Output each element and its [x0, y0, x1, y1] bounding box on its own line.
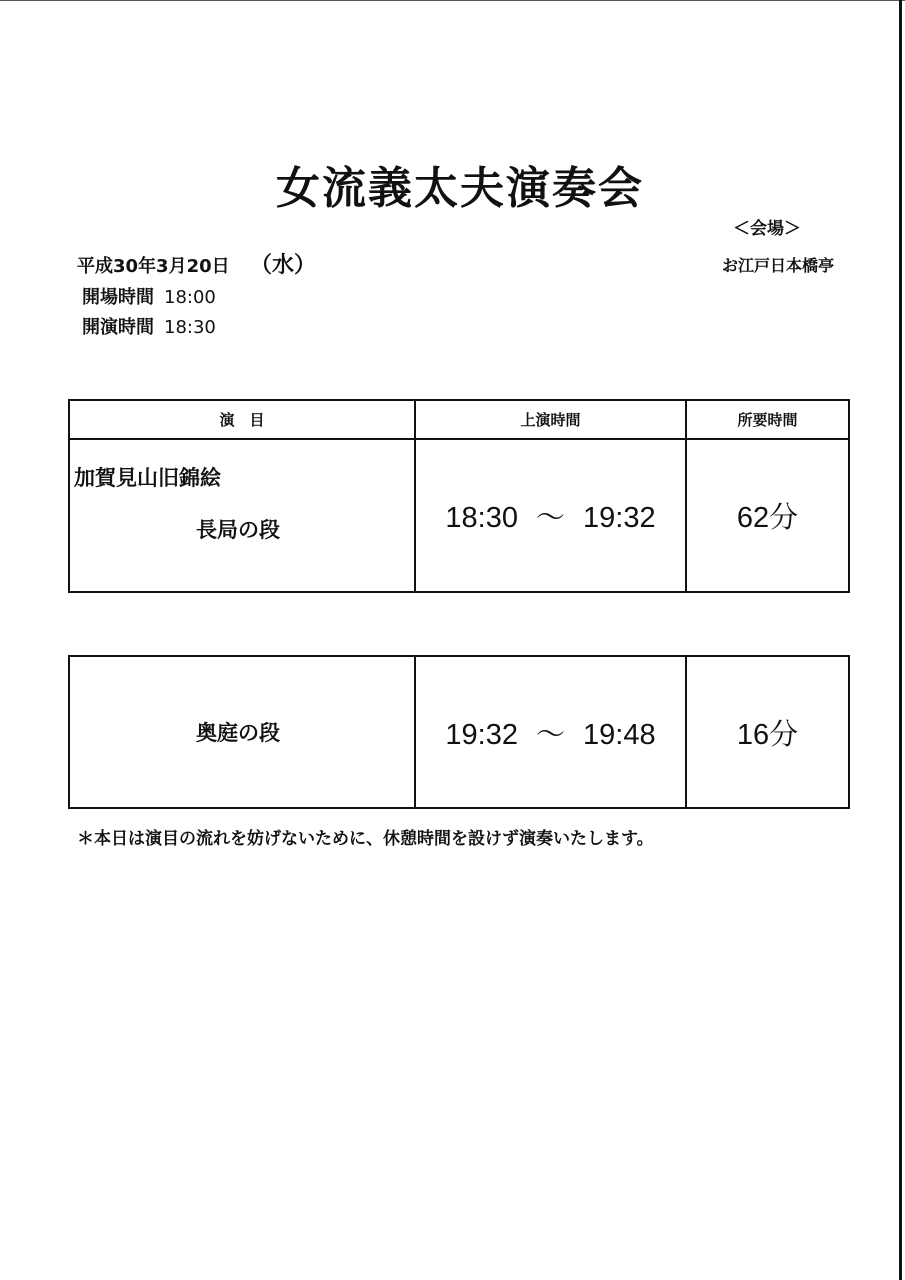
performance-start-label: 開演時間 — [82, 317, 154, 338]
time-range-cell — [415, 656, 686, 808]
end-time: 19:32 — [583, 502, 656, 534]
event-date: 平成30年3月20日 — [77, 256, 230, 277]
end-time: 19:48 — [583, 718, 656, 751]
program-row — [69, 439, 849, 592]
doors-open-label: 開場時間 — [82, 287, 154, 308]
venue-name: お江戸日本橋亭 — [722, 256, 835, 275]
header-piece: 演 目 — [69, 400, 415, 439]
document-title: 女流義太夫演奏会 — [276, 163, 644, 214]
piece-cell — [69, 439, 415, 592]
scan-edge-top — [0, 0, 905, 1]
performance-start-time: 18:30 — [164, 317, 216, 338]
start-time: 18:30 — [445, 502, 518, 534]
venue-label: ＜会場＞ — [733, 219, 801, 239]
header-performance-time: 上演時間 — [415, 400, 686, 439]
scene-name: 奥庭の段 — [196, 721, 280, 745]
duration-cell: 16分 — [686, 656, 849, 808]
event-day-of-week: （水） — [250, 253, 317, 278]
time-range-cell — [415, 439, 686, 592]
duration-cell: 62分 — [686, 439, 849, 592]
header-duration: 所要時間 — [686, 400, 849, 439]
program-header-row — [69, 400, 849, 439]
piece-title: 加賀見山旧錦絵 — [74, 466, 221, 490]
doors-open-time: 18:00 — [164, 287, 216, 308]
program-row — [69, 656, 849, 808]
piece-cell — [69, 656, 415, 808]
scene-name: 長局の段 — [196, 518, 280, 542]
footnote: ＊本日は演目の流れを妨げないために、休憩時間を設けず演奏いたします。 — [77, 829, 654, 849]
range-separator: ～ — [535, 502, 565, 534]
program-table-second — [68, 655, 850, 809]
doors-open-row — [82, 283, 216, 309]
range-separator: ～ — [535, 718, 565, 751]
start-time: 19:32 — [445, 718, 518, 751]
performance-start-row — [82, 313, 216, 339]
program-table-main — [68, 399, 850, 593]
